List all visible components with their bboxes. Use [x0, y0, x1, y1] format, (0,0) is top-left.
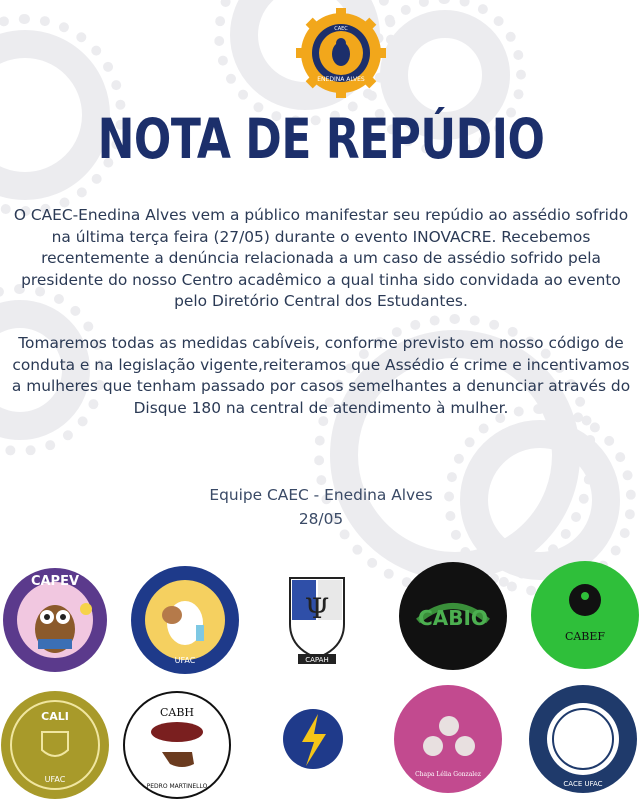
- cabh-sub: PEDRO MARTINELLO: [146, 783, 208, 790]
- logo-bottom-text: ENEDINA ALVES: [317, 76, 365, 83]
- engenharia-eletrica-logo: [258, 684, 368, 794]
- capev-text: CAPEV: [30, 574, 80, 589]
- paragraph-1: O CAEC-Enedina Alves vem a público manifestar seu repúdio ao assédio sofrido na última terça feira (27/05) durante o evento INOVACRE. Recebemos recentemente a denúncia relacionada a um caso de assédio sofrido pela presidente do nosso Centro acadêmico a qual tinha sido convidada ao evento pelo Diretório Central dos Estudantes.: [13, 206, 629, 310]
- caec-logo: [296, 8, 386, 98]
- capah-text: CAPAH: [305, 656, 329, 664]
- paragraph-2: Tomaremos todas as medidas cabíveis, conforme previsto em nosso código de conduta e na legislação vigente,reiteramos que Assédio é crime e incentivamos a mulheres que tenham passado por casos semelhantes a denunciar através do Disque 180 na central de atendimento à mulher.: [11, 334, 631, 417]
- logo-top-text: CAEC: [334, 26, 348, 32]
- signature-name: Equipe CAEC - Enedina Alves: [209, 486, 433, 504]
- cali-logo: [0, 690, 110, 800]
- cabh-logo: [122, 690, 232, 800]
- cabio-text: CABIO: [418, 606, 488, 630]
- svg-text:Ψ: Ψ: [304, 592, 330, 625]
- ciencias-sociais-logo: [393, 684, 503, 794]
- capah-logo: [262, 560, 372, 670]
- cace-logo: [528, 684, 638, 794]
- quimica-logo: [130, 565, 240, 675]
- cali-text: CALI: [41, 710, 69, 723]
- cabh-text: CABH: [159, 706, 195, 719]
- cabio-logo: [398, 561, 508, 671]
- quimica-text: UFAC: [174, 656, 196, 665]
- cali-sub: UFAC: [44, 775, 66, 784]
- cace-sub: CACE UFAC: [563, 780, 603, 788]
- cabef-logo: [530, 560, 640, 670]
- page-title: NOTA DE REPÚDIO: [97, 108, 545, 172]
- ciencias-sociais-sub: Chapa Lélia Gonzalez: [415, 771, 481, 778]
- cabef-text: CABEF: [564, 630, 606, 643]
- signature-date: 28/05: [298, 510, 344, 528]
- capev-logo: [0, 565, 110, 675]
